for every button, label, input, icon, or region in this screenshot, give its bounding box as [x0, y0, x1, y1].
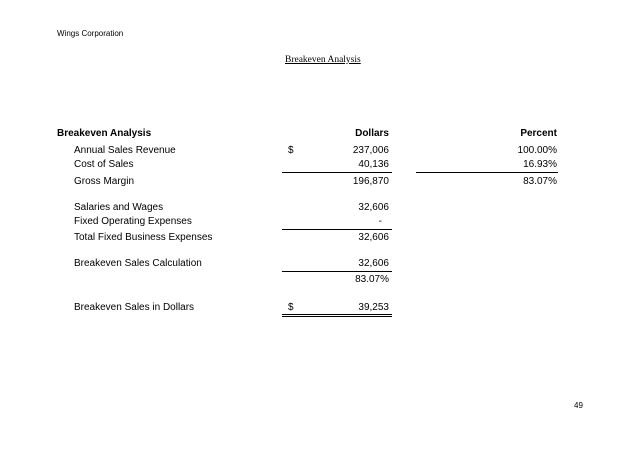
- value-cost-of-sales: 40,136: [358, 159, 389, 170]
- page-number: 49: [574, 401, 583, 410]
- row-label-fixed-operating-expenses: Fixed Operating Expenses: [74, 216, 192, 227]
- double-rule-breakeven-sales: [282, 314, 392, 317]
- value-breakeven-sales-calculation: 32,606: [358, 258, 389, 269]
- company-name: Wings Corporation: [57, 29, 124, 38]
- page-title: Breakeven Analysis: [285, 55, 361, 65]
- row-label-salaries-and-wages: Salaries and Wages: [74, 202, 164, 213]
- rule-percent-gross: [416, 172, 558, 173]
- percent-gross-margin: 83.07%: [523, 176, 557, 187]
- rule-dollars-fixed: [282, 229, 392, 230]
- row-label-breakeven-sales-in-dollars: Breakeven Sales in Dollars: [74, 302, 195, 313]
- column-header-percent: Percent: [520, 128, 557, 139]
- value-breakeven-margin-percent: 83.07%: [355, 274, 389, 285]
- value-total-fixed-business-expenses: 32,606: [358, 232, 389, 243]
- value-salaries-and-wages: 32,606: [358, 202, 389, 213]
- rule-dollars-calculation: [282, 271, 392, 272]
- row-label-annual-sales-revenue: Annual Sales Revenue: [74, 145, 176, 156]
- row-label-cost-of-sales: Cost of Sales: [74, 159, 134, 170]
- percent-annual-sales-revenue: 100.00%: [517, 145, 557, 156]
- table-heading: Breakeven Analysis: [57, 128, 152, 139]
- column-header-dollars: Dollars: [355, 128, 389, 139]
- row-label-total-fixed-business-expenses: Total Fixed Business Expenses: [74, 232, 213, 243]
- value-gross-margin: 196,870: [352, 176, 389, 187]
- row-label-breakeven-sales-calculation: Breakeven Sales Calculation: [74, 258, 202, 269]
- rule-dollars-gross: [282, 172, 392, 173]
- percent-cost-of-sales: 16.93%: [523, 159, 557, 170]
- value-fixed-operating-expenses: -: [378, 216, 382, 227]
- currency-symbol: $: [288, 145, 294, 156]
- currency-symbol: $: [288, 302, 294, 313]
- value-breakeven-sales-in-dollars: 39,253: [358, 302, 389, 313]
- value-annual-sales-revenue: 237,006: [352, 145, 389, 156]
- row-label-gross-margin: Gross Margin: [74, 176, 135, 187]
